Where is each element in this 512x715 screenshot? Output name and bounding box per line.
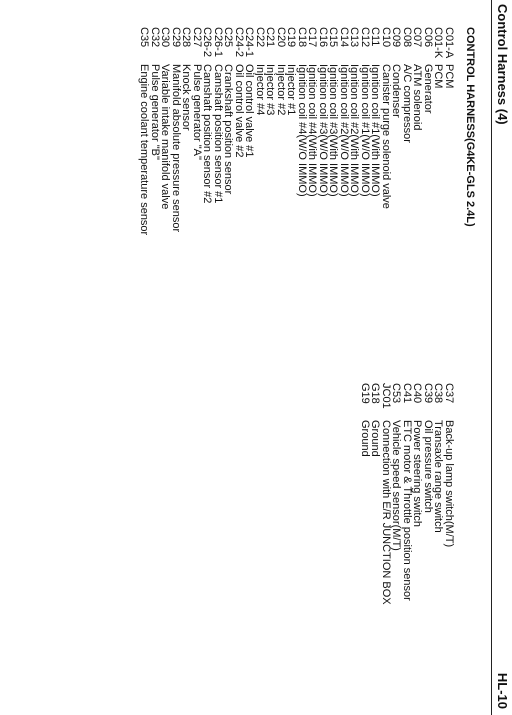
connector-row [370, 383, 381, 605]
connector-code: C32 [149, 27, 161, 48]
connector-row [412, 27, 423, 235]
connector-description: Oil control valve #2 [233, 64, 245, 158]
connector-code: C08 [401, 27, 413, 48]
connector-code: C53 [390, 383, 403, 404]
connector-row [433, 27, 444, 235]
connector-row [171, 27, 182, 235]
connector-description: Connection with E/R JUNCTION BOX [380, 420, 392, 605]
connector-code: C35 [138, 27, 151, 48]
connector-row [381, 27, 392, 235]
connector-row [339, 27, 350, 235]
connector-description: Pulse generator "B" [149, 64, 161, 160]
connector-description: Engine coolant temperature sensor [138, 64, 151, 236]
connector-description: Ignition coil #2(With IMMO) [348, 64, 361, 197]
connector-row [213, 27, 224, 235]
connector-row [181, 27, 192, 235]
connector-row [381, 383, 392, 605]
connector-row [234, 27, 245, 235]
connector-row [444, 27, 455, 235]
connector-code: C24-2 [233, 27, 245, 57]
connector-code: G19 [359, 383, 371, 404]
connector-code: C18 [296, 27, 308, 48]
connector-row [360, 27, 371, 235]
connector-code: G18 [369, 383, 382, 404]
connector-row [423, 27, 434, 235]
connector-description: Camshaft position sensor #2 [201, 64, 214, 204]
connector-description: Injector #3 [264, 64, 277, 116]
connector-description: Ignition coil #4(With IMMO) [306, 64, 319, 197]
connector-code: C27 [191, 27, 203, 48]
connector-row [223, 27, 234, 235]
connector-description: Camshaft position sensor #1 [212, 64, 224, 204]
connector-row [297, 27, 308, 235]
connector-description: Ignition coil #3(W/O IMMO) [317, 64, 329, 197]
connector-code: C20 [275, 27, 287, 48]
connector-row [202, 27, 213, 235]
connector-code: C09 [390, 27, 403, 48]
connector-code: C37 [443, 383, 455, 404]
connector-description: Ignition coil #1(W/O IMMO) [359, 64, 371, 197]
connector-description: Ignition coil #2(W/O IMMO) [338, 64, 350, 197]
connector-row [370, 27, 381, 235]
connector-description: Ground [369, 420, 382, 457]
connector-code: C11 [369, 27, 382, 47]
connector-description: ATM solenoid [411, 64, 424, 131]
connector-row [423, 383, 434, 605]
connector-code: C17 [306, 27, 319, 48]
connector-code: C39 [422, 383, 434, 404]
connector-row [402, 383, 413, 605]
connector-code: C12 [359, 27, 371, 48]
connector-description: Oil control valve #1 [243, 64, 256, 158]
header-divider [491, 0, 492, 715]
left-connector-list [139, 27, 454, 235]
connector-code: C10 [380, 27, 392, 48]
connector-description: Transaxle range switch [432, 420, 445, 533]
connector-row [444, 383, 455, 605]
connector-description: Condenser [390, 64, 403, 118]
connector-row [160, 27, 171, 235]
connector-description: Vehicle speed sensor(M/T) [390, 420, 403, 551]
connector-code: C01-K [432, 27, 445, 59]
connector-description: Crankshaft position sensor [222, 64, 235, 195]
connector-description: PCM [432, 64, 445, 89]
connector-description: PCM [443, 64, 455, 89]
connector-row [286, 27, 297, 235]
connector-row [139, 27, 150, 235]
connector-description: Power steering switch [411, 420, 424, 527]
connector-code: C29 [170, 27, 182, 48]
right-connector-list [360, 383, 455, 605]
connector-row [328, 27, 339, 235]
connector-description: Ground [359, 420, 371, 457]
connector-code: C21 [264, 27, 277, 48]
connector-row [255, 27, 266, 235]
connector-code: C40 [411, 383, 424, 404]
connector-code: C26-1 [212, 27, 224, 57]
connector-code: C38 [432, 383, 445, 404]
connector-row [433, 383, 444, 605]
connector-description: Injector #1 [285, 64, 298, 116]
connector-code: C16 [317, 27, 329, 48]
connector-row [244, 27, 255, 235]
connector-row [192, 27, 203, 235]
connector-description: ETC motor & Throttle position sensor [401, 420, 413, 601]
page-header-title: Control Harness (4) [495, 4, 510, 125]
connector-description: Oil pressure switch [422, 420, 434, 513]
connector-row [276, 27, 287, 235]
connector-row [391, 383, 402, 605]
connector-description: Ignition coil #3(With IMMO) [327, 64, 340, 197]
connector-row [318, 27, 329, 235]
connector-description: Ignition coil #4(W/O IMMO) [296, 64, 308, 197]
connector-description: Back-up lamp switch(M/T) [443, 420, 455, 548]
connector-code: C28 [180, 27, 193, 48]
connector-code: C30 [159, 27, 172, 48]
connector-code: C24-1 [243, 27, 256, 57]
connector-row [307, 27, 318, 235]
connector-row [150, 27, 161, 235]
connector-code: C06 [422, 27, 434, 48]
section-title: CONTROL HARNESS(G4KE-GLS 2.4L) [464, 27, 476, 227]
connector-row [360, 383, 371, 605]
connector-code: C41 [401, 383, 413, 404]
connector-description: Knock sensor [180, 64, 193, 131]
connector-row [391, 27, 402, 235]
connector-row [412, 383, 423, 605]
connector-row [402, 27, 413, 235]
connector-row [265, 27, 276, 235]
connector-code: C13 [348, 27, 361, 48]
connector-description: A/C compressor [401, 64, 413, 143]
connector-code: C26-2 [201, 27, 214, 57]
connector-code: C07 [411, 27, 424, 48]
connector-description: Injector #4 [254, 64, 266, 116]
connector-description: Generator [422, 64, 434, 114]
connector-code: C15 [327, 27, 340, 48]
page-number: HL-10 [495, 672, 510, 709]
connector-code: JC01 [380, 383, 392, 409]
connector-description: Manifold absolute pressure sensor [170, 64, 182, 233]
connector-description: Ignition coil #1(With IMMO) [369, 64, 382, 197]
connector-row [349, 27, 360, 235]
connector-description: Variable intake manifold valve [159, 64, 172, 210]
connector-code: C14 [338, 27, 350, 48]
connector-code: C22 [254, 27, 266, 48]
connector-description: Pulse generator "A" [191, 64, 203, 160]
connector-description: Canister purge solenoid valve [380, 64, 392, 209]
connector-code: C19 [285, 27, 298, 48]
connector-code: C01-A [443, 27, 455, 59]
connector-code: C25 [222, 27, 235, 48]
connector-description: Injector #2 [275, 64, 287, 116]
